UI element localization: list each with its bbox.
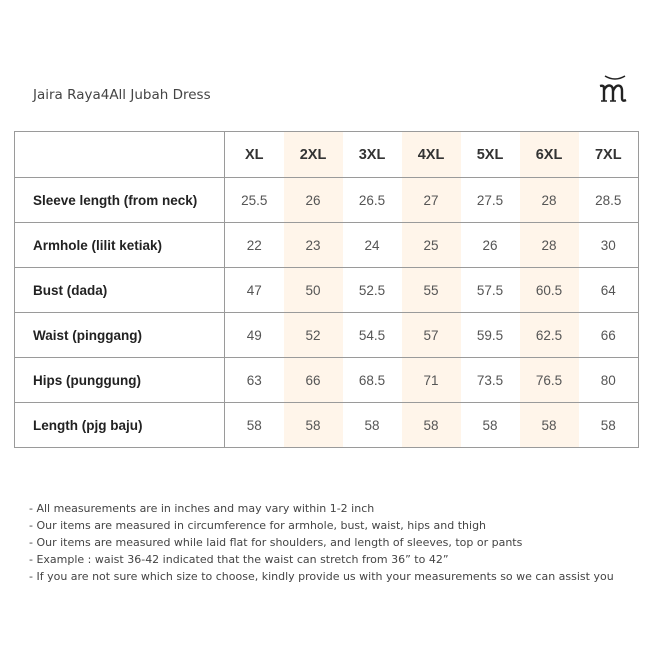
header-corner-cell — [15, 132, 225, 178]
size-header-3xl: 3XL — [343, 132, 402, 178]
row-label: Bust (dada) — [15, 268, 225, 313]
table-cell: 57 — [402, 313, 461, 358]
table-cell: 25 — [402, 223, 461, 268]
table-row — [15, 403, 639, 448]
table-cell: 26.5 — [343, 178, 402, 223]
table-cell: 58 — [402, 403, 461, 448]
row-label: Sleeve length (from neck) — [15, 178, 225, 223]
size-header-row — [15, 132, 639, 178]
table-cell: 68.5 — [343, 358, 402, 403]
table-row — [15, 313, 639, 358]
size-header-6xl: 6XL — [520, 132, 579, 178]
row-label: Length (pjg baju) — [15, 403, 225, 448]
table-cell: 28.5 — [579, 178, 639, 223]
table-cell: 76.5 — [520, 358, 579, 403]
measurement-notes — [29, 500, 614, 585]
table-cell: 28 — [520, 223, 579, 268]
table-row — [15, 178, 639, 223]
size-header-5xl: 5XL — [461, 132, 520, 178]
size-header-4xl: 4XL — [402, 132, 461, 178]
table-cell: 62.5 — [520, 313, 579, 358]
size-header-xl: XL — [225, 132, 284, 178]
table-cell: 66 — [284, 358, 343, 403]
table-cell: 52 — [284, 313, 343, 358]
table-cell: 58 — [520, 403, 579, 448]
table-cell: 27.5 — [461, 178, 520, 223]
table-cell: 22 — [225, 223, 284, 268]
table-cell: 26 — [461, 223, 520, 268]
table-row — [15, 223, 639, 268]
table-cell: 23 — [284, 223, 343, 268]
note-line: - If you are not sure which size to choose, kindly provide us with your measurements so we can assist you — [29, 570, 614, 583]
table-cell: 57.5 — [461, 268, 520, 313]
size-header-7xl: 7XL — [579, 132, 639, 178]
row-label: Armhole (lilit ketiak) — [15, 223, 225, 268]
table-cell: 58 — [461, 403, 520, 448]
table-cell: 60.5 — [520, 268, 579, 313]
table-cell: 47 — [225, 268, 284, 313]
table-cell: 27 — [402, 178, 461, 223]
table-row — [15, 268, 639, 313]
note-line: - Our items are measured in circumference for armhole, bust, waist, hips and thigh — [29, 519, 487, 532]
table-cell: 66 — [579, 313, 639, 358]
table-cell: 63 — [225, 358, 284, 403]
brand-logo-icon — [598, 74, 632, 104]
table-cell: 58 — [284, 403, 343, 448]
table-cell: 80 — [579, 358, 639, 403]
table-cell: 55 — [402, 268, 461, 313]
table-cell: 73.5 — [461, 358, 520, 403]
product-title: Jaira Raya4All Jubah Dress — [33, 87, 211, 103]
table-cell: 25.5 — [225, 178, 284, 223]
table-cell: 28 — [520, 178, 579, 223]
row-label: Waist (pinggang) — [15, 313, 225, 358]
size-chart-table — [14, 131, 639, 448]
table-cell: 58 — [579, 403, 639, 448]
row-label: Hips (punggung) — [15, 358, 225, 403]
table-cell: 49 — [225, 313, 284, 358]
table-cell: 64 — [579, 268, 639, 313]
table-cell: 52.5 — [343, 268, 402, 313]
note-line: - Example : waist 36-42 indicated that the waist can stretch from 36” to 42” — [29, 553, 449, 566]
table-cell: 30 — [579, 223, 639, 268]
table-row — [15, 358, 639, 403]
table-cell: 58 — [343, 403, 402, 448]
note-line: - Our items are measured while laid flat for shoulders, and length of sleeves, top or pants — [29, 536, 523, 549]
table-cell: 26 — [284, 178, 343, 223]
size-header-2xl: 2XL — [284, 132, 343, 178]
note-line: - All measurements are in inches and may vary within 1-2 inch — [29, 502, 375, 515]
table-cell: 58 — [225, 403, 284, 448]
table-cell: 59.5 — [461, 313, 520, 358]
table-cell: 50 — [284, 268, 343, 313]
table-cell: 71 — [402, 358, 461, 403]
table-cell: 54.5 — [343, 313, 402, 358]
table-cell: 24 — [343, 223, 402, 268]
